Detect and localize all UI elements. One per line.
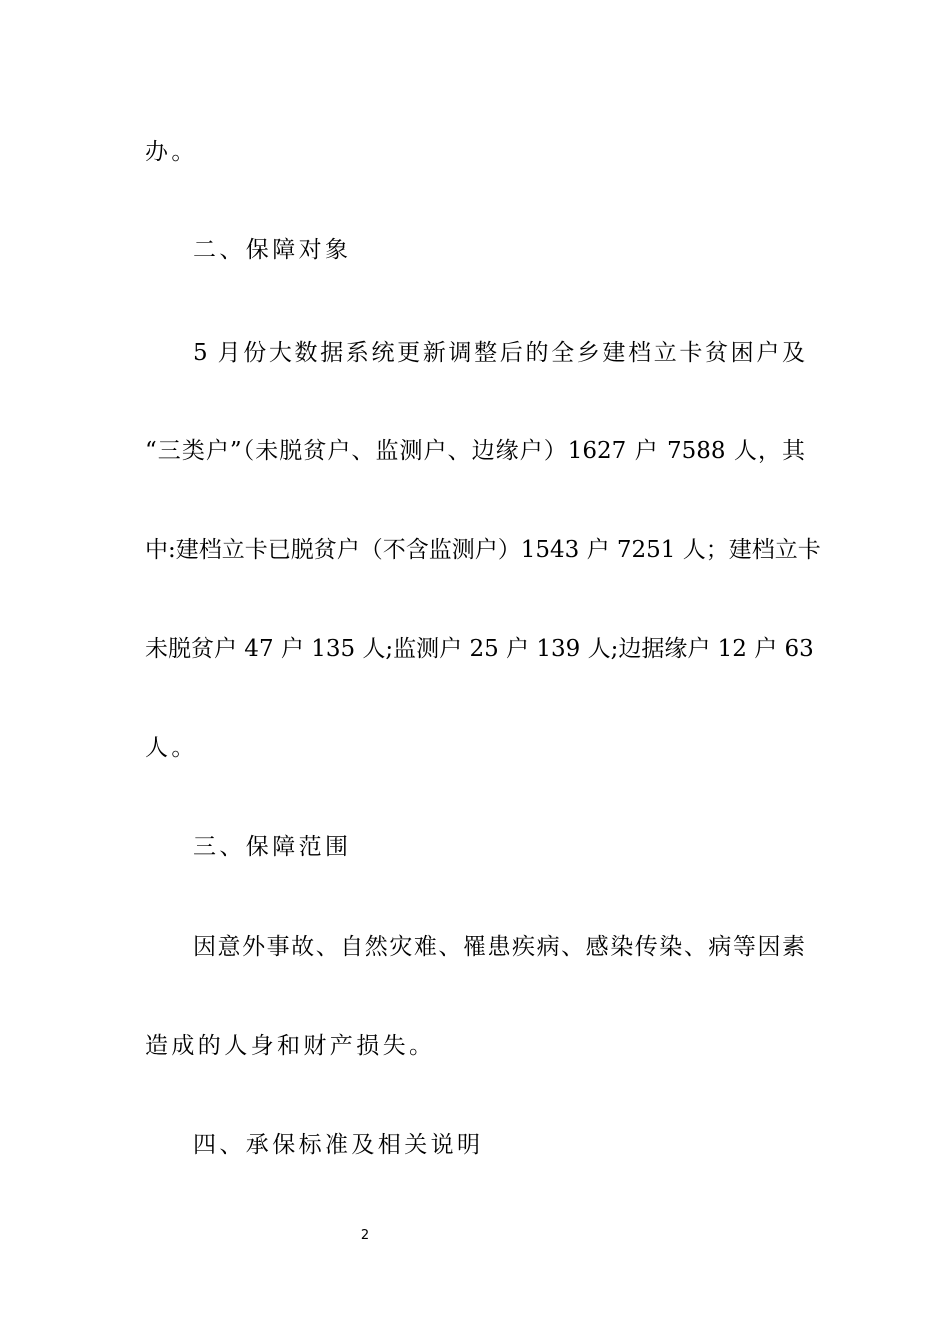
paragraph-line: 未脱贫户 47 户 135 人;监测户 25 户 139 人;边据缘户 12 户 63 [145, 636, 814, 662]
paragraph-line: 因意外事故、自然灾难、罹患疾病、感染传染、病等因素 [193, 934, 805, 960]
paragraph-end-line: 办。 [145, 139, 198, 165]
paragraph-end-line: 人。 [145, 735, 198, 761]
paragraph-line: “三类户”（未脱贫户、监测户、边缘户）1627 户 7588 人，其 [145, 438, 805, 464]
section-heading-protected-objects: 二、保障对象 [193, 237, 352, 263]
section-heading-underwriting-standards: 四、承保标准及相关说明 [193, 1132, 484, 1158]
page-number: 2 [360, 1228, 370, 1243]
section-heading-coverage-scope: 三、保障范围 [193, 834, 352, 860]
paragraph-end-line: 造成的人身和财产损失。 [145, 1033, 436, 1059]
paragraph-line: 中:建档立卡已脱贫户（不含监测户）1543 户 7251 人；建档立卡 [145, 537, 821, 563]
paragraph-line: 5 月份大数据系统更新调整后的全乡建档立卡贫困户及 [193, 340, 805, 366]
